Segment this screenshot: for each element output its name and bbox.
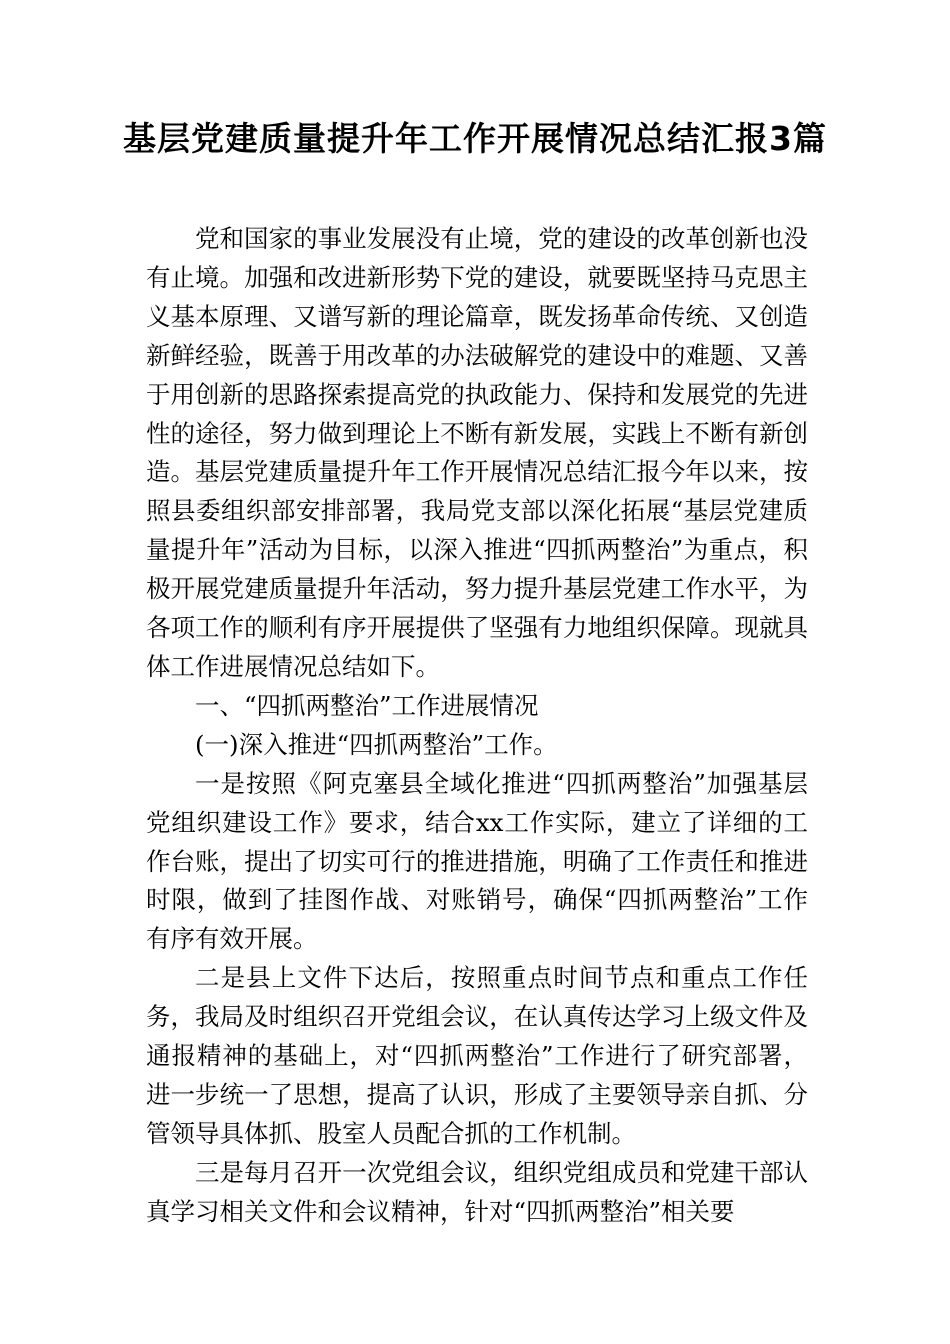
paragraph-point-1: 一是按照《阿克塞县全域化推进“四抓两整治”加强基层党组织建设工作》要求，结合xx工作实际，建立了详细的工作台账，提出了切实可行的推进措施，明确了工作责任和推进时限，做到了挂图作战、对账销号，确保“四抓两整治”工作有序有效开展。 (146, 768, 808, 954)
paragraph-point-2: 二是县上文件下达后，按照重点时间节点和重点工作任务，我局及时组织召开党组会议，在认真传达学习上级文件及通报精神的基础上，对“四抓两整治”工作进行了研究部署，进一步统一了思想，提高了认识，形成了主要领导亲自抓、分管领导具体抓、股室人员配合抓的工作机制。 (146, 963, 808, 1148)
subsection-heading-1: (一)深入推进“四抓两整治”工作。 (195, 729, 558, 759)
document-title: 基层党建质量提升年工作开展情况总结汇报3篇 (123, 119, 827, 158)
paragraph-intro: 党和国家的事业发展没有止境，党的建设的改革创新也没有止境。加强和改进新形势下党的建设，就要既坚持马克思主义基本原理、又谱写新的理论篇章，既发扬革命传统、又创造新鲜经验，既善于用改革的办法破解党的建设中的难题、又善于用创新的思路探索提高党的执政能力、保持和发展党的先进性的途径，努力做到理论上不断有新发展，实践上不断有新创造。基层党建质量提升年工作开展情况总结汇报今年以来，按照县委组织部安排部署，我局党支部以深化拓展“基层党建质量提升年”活动为目标，以深入推进“四抓两整治”为重点，积极开展党建质量提升年活动，努力提升基层党建工作水平，为各项工作的顺利有序开展提供了坚强有力地组织保障。现就具体工作进展情况总结如下。 (146, 224, 808, 681)
section-heading-1: 一、“四抓两整治”工作进展情况 (195, 690, 539, 720)
document-body (146, 220, 808, 1232)
paragraph-point-3: 三是每月召开一次党组会议，组织党组成员和党建干部认真学习相关文件和会议精神，针对“四抓两整治”相关要 (146, 1157, 808, 1226)
